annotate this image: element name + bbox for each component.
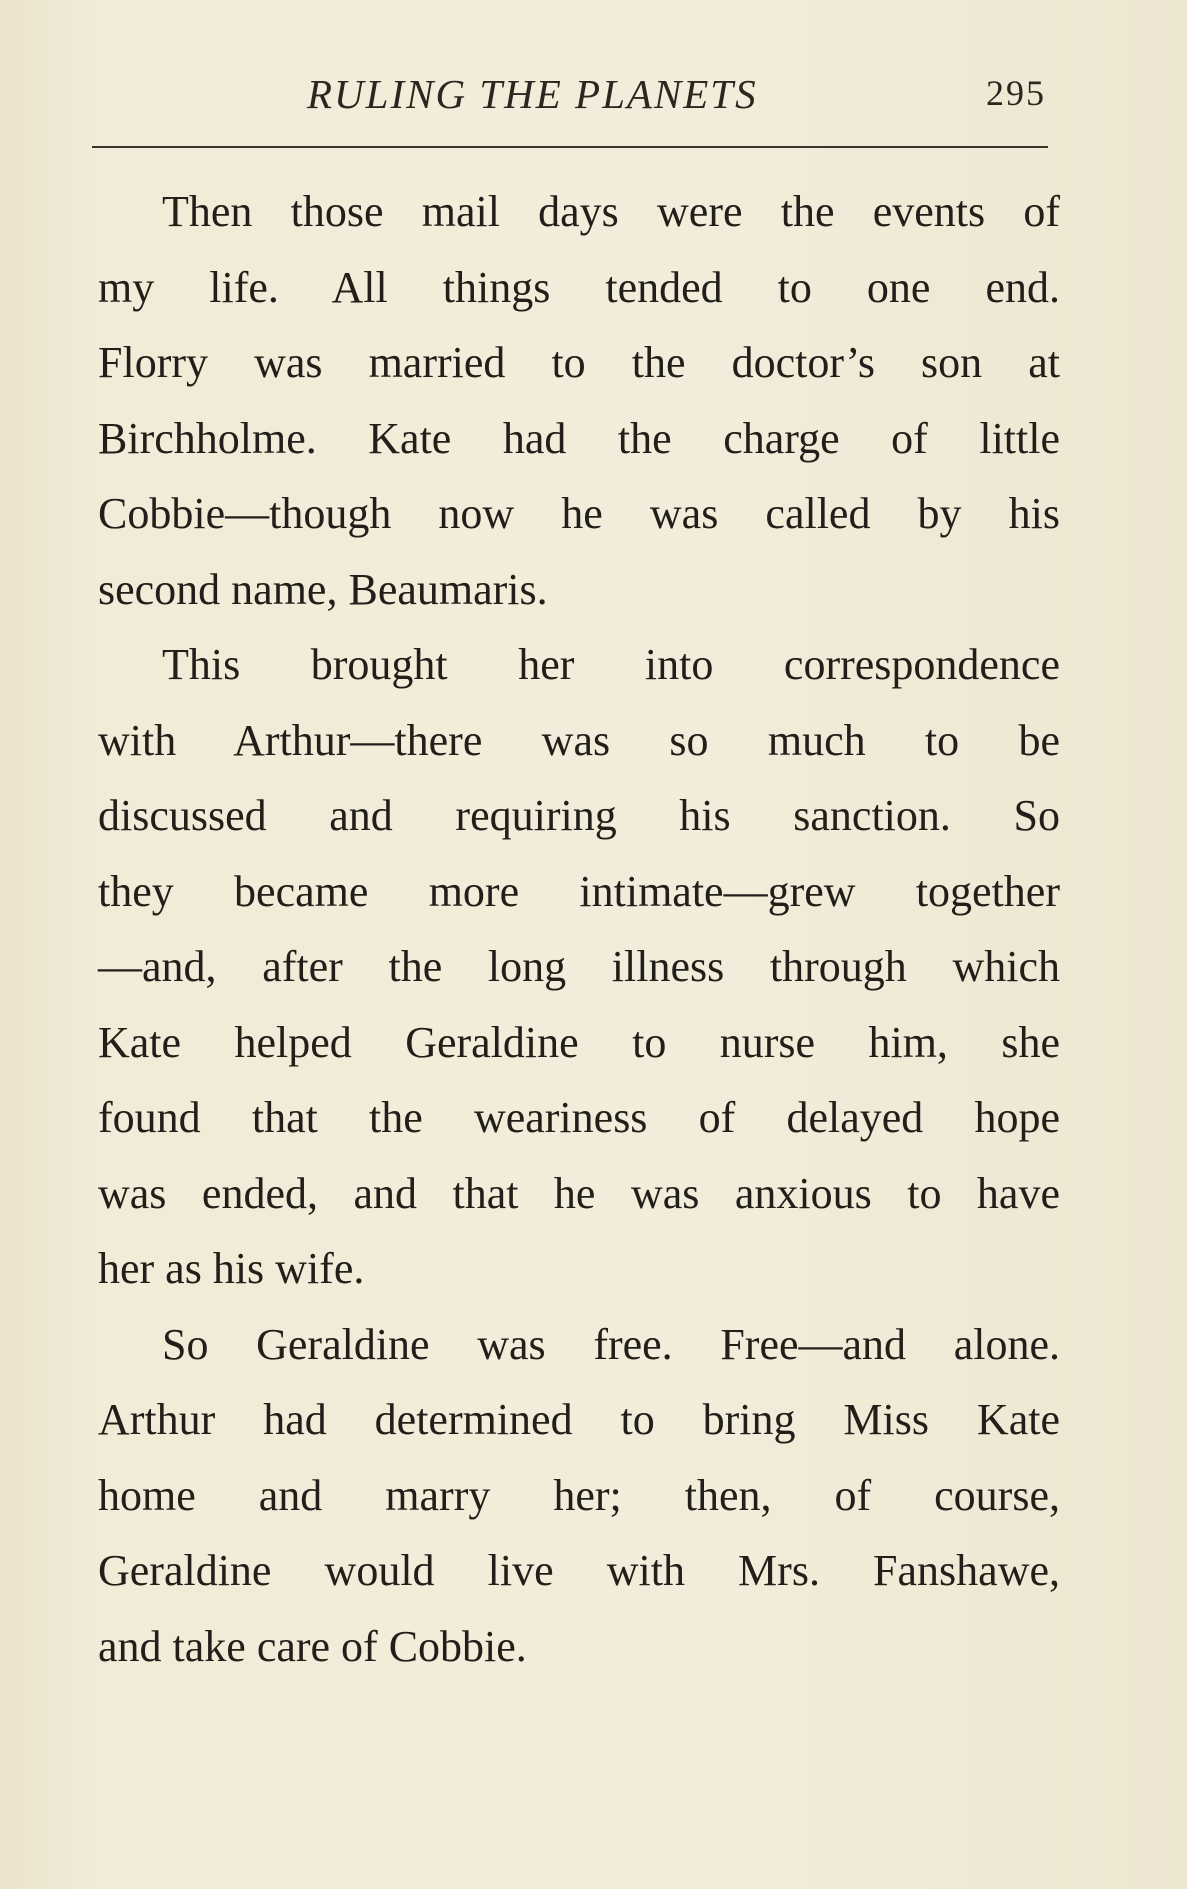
text-line: with Arthur—there was so much to be: [98, 715, 1060, 765]
text-line: discussed and requiring his sanction. So: [98, 791, 1060, 840]
text-line: and take care of Cobbie.: [98, 1621, 527, 1671]
paragraph-3: [98, 1307, 1060, 1685]
text-line: home and marry her; then, of course,: [98, 1470, 1060, 1520]
text-line: found that the weariness of delayed hope: [98, 1093, 1060, 1142]
header-rule: [92, 146, 1048, 148]
text-line: Arthur had determined to bring Miss Kate: [98, 1395, 1060, 1444]
page-number: 295: [986, 73, 1046, 113]
text-line: her as his wife.: [98, 1244, 365, 1293]
text-line: they became more intimate—grew together: [98, 866, 1060, 916]
text-line: Kate helped Geraldine to nurse him, she: [98, 1017, 1060, 1067]
text-line: Florry was married to the doctor’s son at: [98, 338, 1060, 387]
text-line: So Geraldine was free. Free—and alone.: [162, 1319, 1060, 1369]
text-line: Geraldine would live with Mrs. Fanshawe,: [98, 1546, 1060, 1595]
body-text: [98, 174, 1060, 1684]
text-line: —and, after the long illness through which: [98, 942, 1060, 991]
text-line: second name, Beaumaris.: [98, 564, 548, 614]
paragraph-2: [98, 627, 1060, 1307]
text-line: This brought her into correspondence: [162, 640, 1060, 689]
running-head: [92, 70, 1048, 120]
running-title: RULING THE PLANETS: [307, 71, 758, 117]
text-line: Then those mail days were the events of: [162, 187, 1060, 236]
text-line: Birchholme. Kate had the charge of little: [98, 413, 1060, 463]
text-line: Cobbie—though now he was called by his: [98, 489, 1060, 538]
text-line: was ended, and that he was anxious to have: [98, 1168, 1060, 1218]
text-line: my life. All things tended to one end.: [98, 262, 1060, 312]
paragraph-1: [98, 174, 1060, 627]
